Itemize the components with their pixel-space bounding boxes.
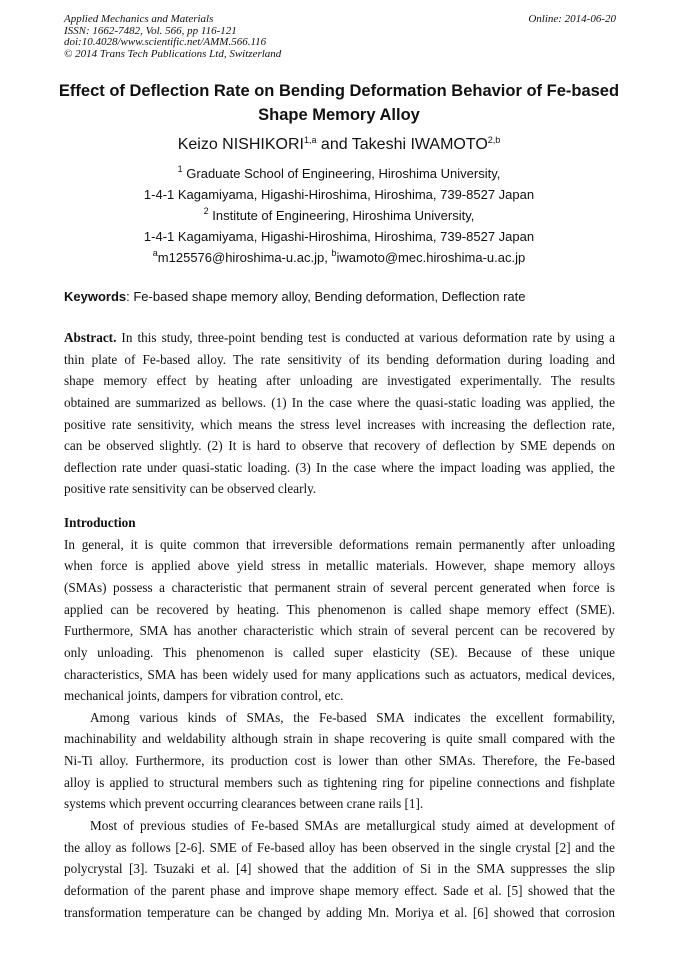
text-line: Among various kinds of SMAs, the Fe-based SMA indicates the excellent formability, <box>90 709 615 725</box>
abstract-first-line <box>64 327 615 349</box>
aff-1-sup: 1 <box>177 164 183 174</box>
text-line: positive rate sensitivity can be observed clearly. <box>64 481 317 497</box>
text-line: (SMAs) possess a characteristic that permanent strain of several percent generated when force is <box>64 579 615 595</box>
text-line: systems which prevent occurring clearances between crane rails [1]. <box>64 796 424 812</box>
text-line: shape memory effect by heating after unloading are investigated experimentally. The results <box>64 373 615 389</box>
author-2: Takeshi IWAMOTO <box>351 136 488 153</box>
text-line: obtained are summarized as bellows. (1) In the case where the quasi-static loading was applied, the <box>64 394 615 410</box>
text-line: Furthermore, SMA has another characteristic which strain of several percent can be recovered by <box>64 623 615 639</box>
introduction-paragraphs <box>64 534 615 924</box>
abstract-label: Abstract. <box>64 330 117 345</box>
emails <box>0 247 678 268</box>
affiliation-2 <box>0 205 678 226</box>
abstract-lines <box>64 349 615 500</box>
affiliation-1-address: 1-4-1 Kagamiyama, Higashi-Hiroshima, Hiroshima, 739-8527 Japan <box>143 187 535 202</box>
abstract <box>64 327 615 500</box>
paragraph <box>64 534 615 707</box>
introduction-section <box>64 512 615 923</box>
affiliation-2-address: 1-4-1 Kagamiyama, Higashi-Hiroshima, Hiroshima, 739-8527 Japan <box>143 229 535 244</box>
text-line: Ni-Ti alloy. Furthermore, its production cost is lower than other SMAs. Therefore, the Fe-based <box>64 753 615 769</box>
text-line: only unloading. This phenomenon is called super elasticity (SE). Because of these unique <box>64 644 615 660</box>
author-1-sup: 1,a <box>303 135 317 145</box>
journal-header <box>64 14 281 60</box>
email-b-sup: b <box>331 248 337 258</box>
text-line: machinability and weldability although strain in shape recovering is quite small compared with the <box>64 731 615 747</box>
author-2-sup: 2,b <box>487 135 501 145</box>
text-line: when force is applied above yield stress in metallic materials. However, shape memory alloys <box>64 558 615 574</box>
keywords <box>64 289 526 304</box>
affiliations <box>0 163 678 268</box>
text-line: applied can be recovered by heating. This phenomenon is called shape memory effect (SME). <box>64 601 615 617</box>
text-line: deflection rate under quasi-static loading. (3) In the case where the impact loading was applied, the <box>64 459 615 475</box>
title-line-1: Effect of Deflection Rate on Bending Deformation Behavior of Fe-based <box>58 82 620 100</box>
paragraph <box>64 707 615 815</box>
online-date: Online: 2014-06-20 <box>528 13 616 25</box>
text-line: the alloy as follows [2-6]. SME of Fe-based alloy has been observed in the single crystal [2] and the <box>64 839 615 855</box>
email-b: iwamoto@mec.hiroshima-u.ac.jp <box>336 250 526 265</box>
text-line: Most of previous studies of Fe-based SMAs are metallurgical study aimed at development of <box>90 817 615 833</box>
paper-title <box>40 79 638 127</box>
email-a-sup: a <box>152 248 158 258</box>
author-1: Keizo NISHIKORI <box>177 136 304 153</box>
copyright: © 2014 Trans Tech Publications Ltd, Switzerland <box>64 47 282 60</box>
author-conjunction: and <box>316 136 352 153</box>
email-a: m125576@hiroshima-u.ac.jp, <box>157 250 332 265</box>
doi: doi:10.4028/www.scientific.net/AMM.566.116 <box>64 36 267 48</box>
text-line: can be observed slightly. (2) It is hard to observe that recovery of deflection by SME depends on <box>64 438 615 454</box>
text-line: thin plate of Fe-based alloy. The rate sensitivity of its bending deformation during loading and <box>64 351 615 367</box>
paragraph <box>64 815 615 923</box>
text-line: positive rate sensitivity, which means the stress level increases with increasing the deflection rate, <box>64 416 615 432</box>
introduction-heading: Introduction <box>64 515 136 530</box>
text-line: transformation temperature can be changed by adding Mn. Moriya et al. [6] showed that corrosion <box>64 904 615 920</box>
text-line: characteristics, SMA has been widely used for many applications such as actuators, medical devices, <box>64 666 615 682</box>
text-line: polycrystal [3]. Tsuzaki et al. [4] showed that the addition of Si in the SMA suppresses the slip <box>64 861 615 877</box>
text-line: deformation of the parent phase and improve shape memory effect. Sade et al. [5] showed that the <box>64 882 615 898</box>
text-line: alloy is applied to structural members such as tightening ring for pipeline connections and fishplate <box>64 774 615 790</box>
text-line: In general, it is quite common that irreversible deformations remain permanently after unloading <box>64 536 615 552</box>
journal-name: Applied Mechanics and Materials <box>64 13 214 25</box>
keywords-text: : Fe-based shape memory alloy, Bending deformation, Deflection rate <box>126 289 526 304</box>
aff-1-name: Graduate School of Engineering, Hiroshima University, <box>186 166 501 181</box>
keywords-label: Keywords <box>64 289 127 304</box>
text-line: mechanical joints, dampers for vibration control, etc. <box>64 688 344 704</box>
affiliation-1 <box>0 163 678 184</box>
aff-2-sup: 2 <box>203 206 209 216</box>
aff-2-name: Institute of Engineering, Hiroshima University, <box>212 208 475 223</box>
issn: ISSN: 1662-7482, Vol. 566, pp 116-121 <box>64 24 237 37</box>
title-line-2: Shape Memory Alloy <box>258 106 420 124</box>
authors <box>0 136 678 154</box>
abstract-line: In this study, three-point bending test is conducted at various deformation rate by using a <box>116 330 615 345</box>
